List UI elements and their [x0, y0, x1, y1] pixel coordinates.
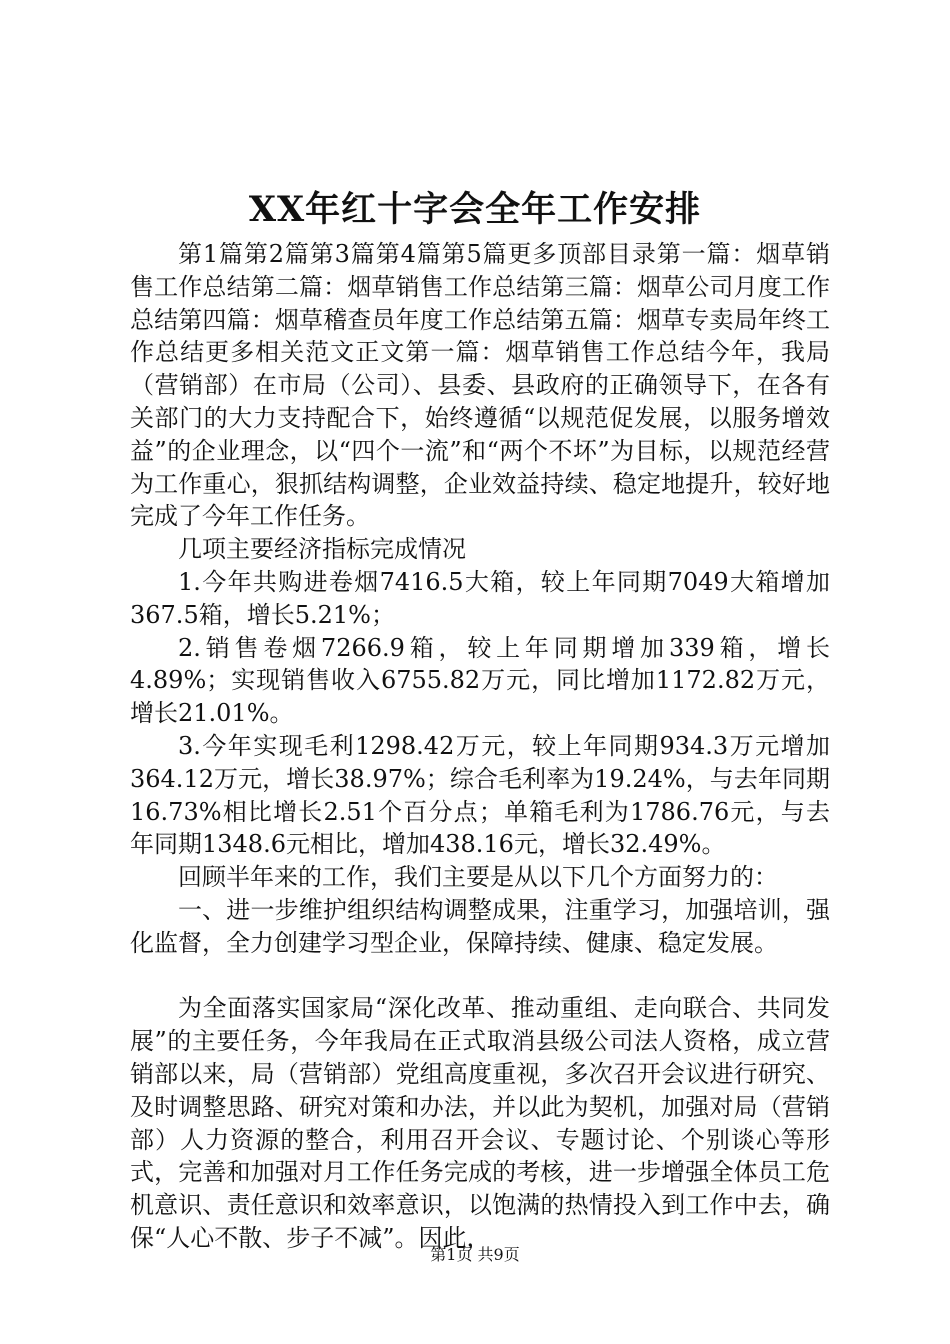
paragraph-section-1-body: 为全面落实国家局“深化改革、推动重组、走向联合、共同发展”的主要任务，今年我局在正式取消县级公司法人资格，成立营销部以来，局（营销部）党组高度重视，多次召开会议进行研究、及时调整思路、研究对策和办法，并以此为契机，加强对局（营销部）人力资源的整合，利用召开会议、专题讨论、个别谈心等形式，完善和加强对月工作任务完成的考核，进一步增强全体员工危机意识、责任意识和效率意识，以饱满的热情投入到工作中去，确保“人心不散、步子不减”。因此，: [130, 994, 830, 1252]
paragraph-item-1: 1.今年共购进卷烟7416.5大箱，较上年同期7049大箱增加367.5箱，增长5.21%；: [130, 567, 830, 629]
document-body: [130, 238, 830, 1255]
paragraph-item-3: 3.今年实现毛利1298.42万元，较上年同期934.3万元增加364.12万元，增长38.97%；综合毛利率为19.24%，与去年同期16.73%相比增长2.51个百分点；单箱毛利为1786.76元，与去年同期1348.6元相比，增加438.16元，增长32.49%。: [130, 731, 830, 859]
page-footer: 第1页 共9页: [430, 1245, 520, 1264]
paragraph-intro: 第1篇第2篇第3篇第4篇第5篇更多顶部目录第一篇：烟草销售工作总结第二篇：烟草销售工作总结第三篇：烟草公司月度工作总结第四篇：烟草稽查员年度工作总结第五篇：烟草专卖局年终工作总结更多相关范文正文第一篇：烟草销售工作总结今年，我局（营销部）在市局（公司）、县委、县政府的正确领导下，在各有关部门的大力支持配合下，始终遵循“以规范促发展，以服务增效益”的企业理念，以“四个一流”和“两个不坏”为目标，以规范经营为工作重心，狠抓结构调整，企业效益持续、稳定地提升，较好地完成了今年工作任务。: [130, 240, 830, 531]
paragraph-section-1: 一、进一步维护组织结构调整成果，注重学习，加强培训，强化监督，全力创建学习型企业，保障持续、健康、稳定发展。: [130, 895, 830, 957]
document-title: XX年红十字会全年工作安排: [248, 189, 702, 230]
paragraph-item-2: 2.销售卷烟7266.9箱，较上年同期增加339箱，增长4.89%；实现销售收入6755.82万元，同比增加1172.82万元，增长21.01%。: [130, 633, 830, 728]
paragraph-indicators-heading: 几项主要经济指标完成情况: [178, 535, 466, 564]
paragraph-review: 回顾半年来的工作，我们主要是从以下几个方面努力的：: [178, 863, 778, 892]
